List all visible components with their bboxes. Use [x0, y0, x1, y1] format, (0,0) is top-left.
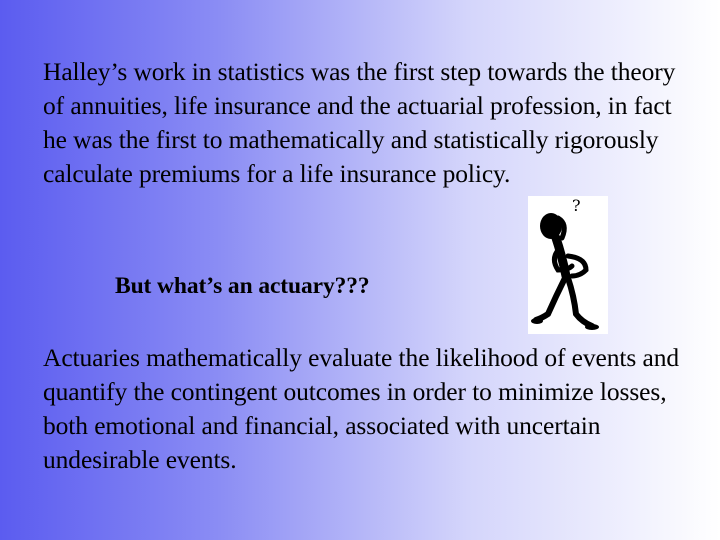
actuary-definition-paragraph: Actuaries mathematically evaluate the likelihood of events and quantify the contingent outcomes in order to minimize losses, both emotional and financial, associated with uncertain undesirable events.	[43, 343, 680, 474]
question-mark-text: ?	[572, 196, 581, 215]
actuary-question: But what’s an actuary???	[115, 273, 370, 299]
halley-paragraph: Halley’s work in statistics was the first step towards the theory of annuities, life insurance and the actuarial profession, in fact he was the first to mathematically and statistically rigorously calculate premiums for a life insurance policy.	[43, 57, 676, 188]
thinking-stick-figure-icon	[528, 196, 608, 334]
